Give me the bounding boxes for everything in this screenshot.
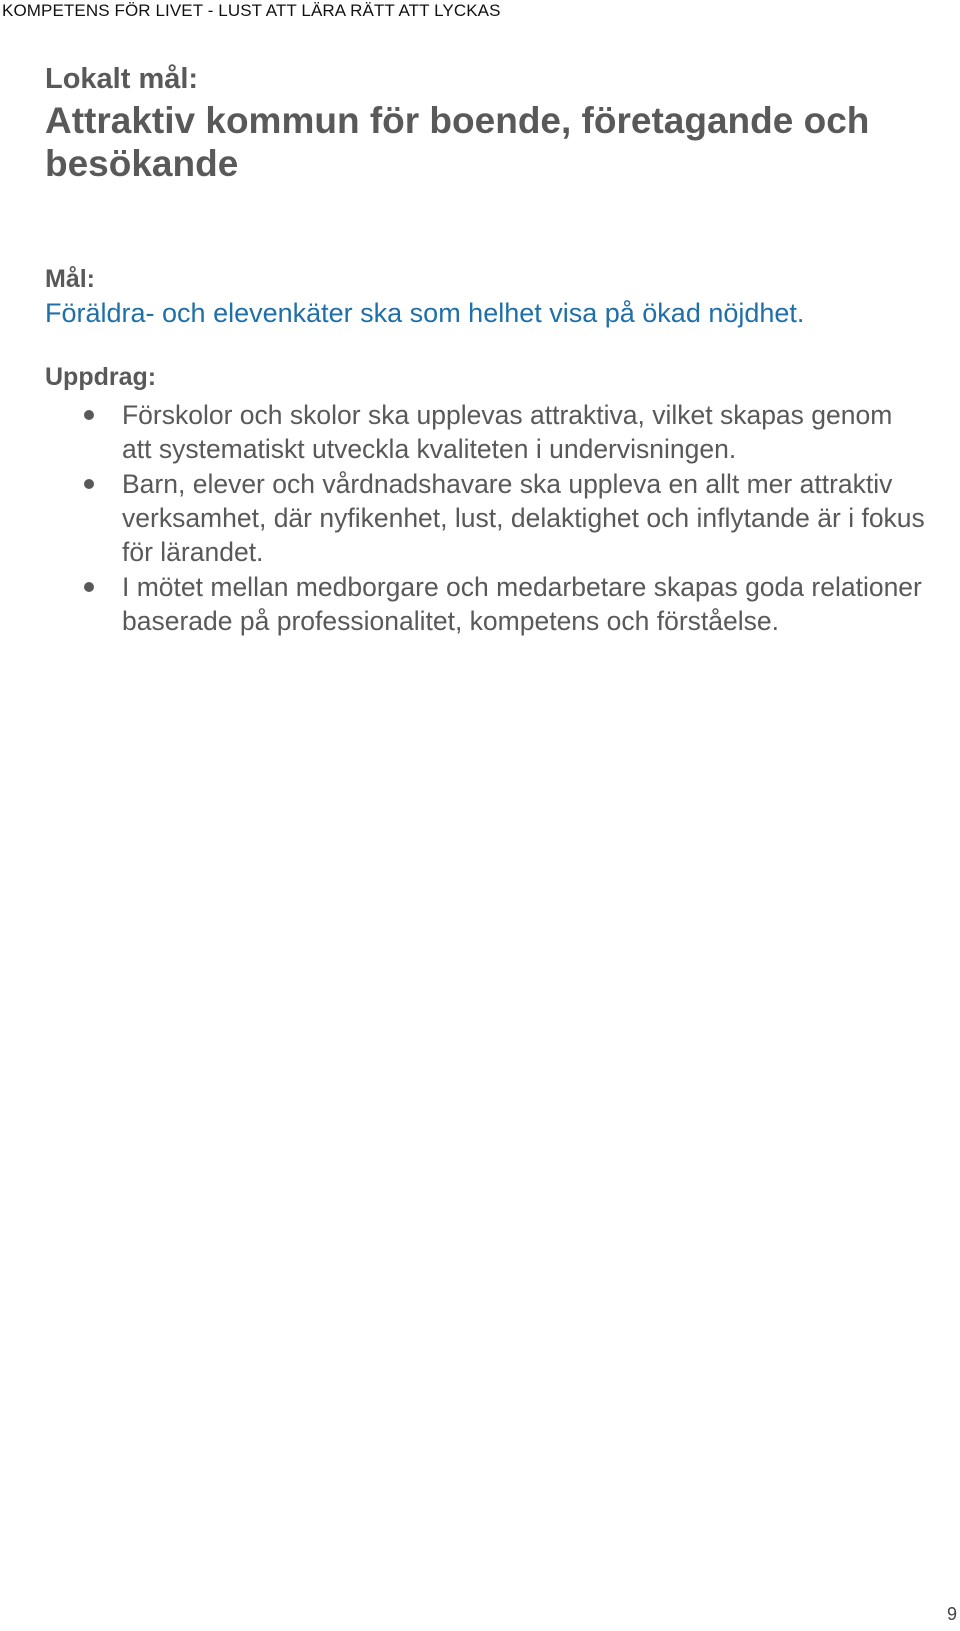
mission-item <box>45 570 925 638</box>
page-number: 9 <box>946 1604 957 1624</box>
mission-item <box>45 398 925 466</box>
bullet-icon <box>84 479 94 489</box>
bullet-icon <box>84 582 94 592</box>
bullet-icon <box>84 410 94 420</box>
goal-label: Mål: <box>45 265 95 293</box>
mission-label: Uppdrag: <box>45 363 157 391</box>
local-goal-label: Lokalt mål: <box>45 63 199 95</box>
mission-section <box>45 362 925 639</box>
mission-item-text: Barn, elever och vårdnadshavare ska uppleva en allt mer attraktiv verksamhet, där nyfikenhet, lust, delaktighet och inflytande är i fokus för lärandet. <box>122 469 925 567</box>
mission-item-text: I mötet mellan medborgare och medarbetare skapas goda relationer baserade på professionalitet, kompetens och förståelse. <box>122 572 922 636</box>
local-goal-section <box>45 62 925 185</box>
goal-text: Föräldra- och elevenkäter ska som helhet visa på ökad nöjdhet. <box>45 298 805 328</box>
mission-item <box>45 467 925 569</box>
running-header: KOMPETENS FÖR LIVET - LUST ATT LÄRA RÄTT ATT LYCKAS <box>2 1 501 20</box>
goal-section <box>45 264 925 330</box>
mission-list <box>45 398 925 638</box>
local-goal-title: Attraktiv kommun för boende, företagande och besökande <box>45 100 870 184</box>
mission-item-text: Förskolor och skolor ska upplevas attraktiva, vilket skapas genom att systematiskt utveckla kvaliteten i undervisningen. <box>122 400 893 464</box>
